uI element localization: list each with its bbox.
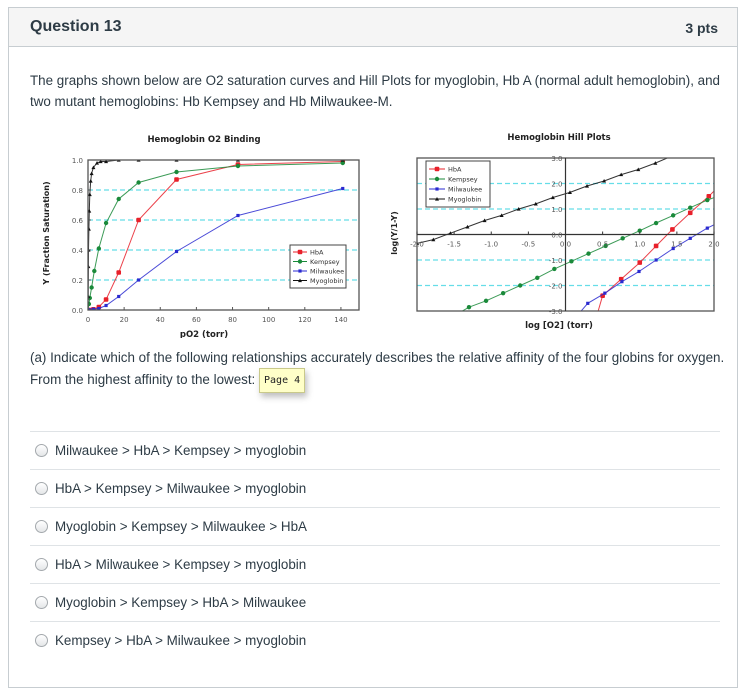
svg-text:-3.0: -3.0 — [548, 308, 563, 316]
svg-text:2.0: 2.0 — [708, 240, 720, 249]
question-points: 3 pts — [685, 20, 718, 36]
svg-text:140: 140 — [334, 316, 348, 324]
radio-button[interactable] — [35, 558, 48, 571]
answer-label: Milwaukee > HbA > Kempsey > myoglobin — [55, 443, 307, 458]
svg-text:0.2: 0.2 — [71, 277, 83, 285]
svg-text:100: 100 — [261, 316, 276, 324]
question-card — [8, 7, 738, 688]
svg-text:Milwaukee: Milwaukee — [310, 267, 345, 276]
answer-label: Myoglobin > Kempsey > Milwaukee > HbA — [55, 519, 307, 534]
part-a-text: (a) Indicate which of the following relationships accurately describes the relative affinity of the four globins for oxygen. From the highest affinity to the lowest: — [30, 350, 725, 387]
radio-button[interactable] — [35, 520, 48, 533]
svg-text:0.0: 0.0 — [71, 307, 83, 315]
svg-text:1.0: 1.0 — [551, 206, 563, 214]
radio-button[interactable] — [35, 596, 48, 609]
svg-text:1.5: 1.5 — [671, 240, 683, 249]
svg-text:80: 80 — [228, 316, 237, 324]
answer-label: Kempsey > HbA > Milwaukee > myoglobin — [55, 633, 307, 648]
question-header — [9, 8, 737, 47]
question-title: Question 13 — [30, 18, 122, 35]
svg-text:0.5: 0.5 — [597, 240, 609, 249]
answer-option[interactable] — [30, 621, 720, 659]
svg-text:20: 20 — [119, 316, 129, 324]
svg-text:60: 60 — [191, 316, 201, 324]
svg-text:Myoglobin: Myoglobin — [448, 195, 482, 204]
question-intro: The graphs shown below are O2 saturation curves and Hill Plots for myoglobin, Hb A (normal adult hemoglobin), and two mutant hemoglobins: Hb Kempsey and Hb Milwaukee-M. — [30, 73, 720, 109]
svg-text:-2.0: -2.0 — [548, 282, 563, 291]
answer-option[interactable] — [30, 583, 720, 621]
svg-text:0.6: 0.6 — [71, 217, 83, 225]
hill-plot-chart — [379, 123, 739, 338]
page-tooltip: Page 4 — [259, 368, 305, 393]
svg-text:Myoglobin: Myoglobin — [310, 277, 344, 285]
svg-text:HbA: HbA — [448, 165, 462, 174]
svg-text:Kempsey: Kempsey — [448, 175, 478, 184]
svg-text:1.0: 1.0 — [71, 157, 83, 165]
chart-title: Hemoglobin O2 Binding — [147, 135, 261, 145]
svg-text:3.0: 3.0 — [551, 155, 563, 163]
x-axis-label: log [O2] (torr) — [525, 321, 593, 331]
answer-option[interactable] — [30, 469, 720, 507]
svg-text:0.4: 0.4 — [71, 247, 83, 255]
y-axis-label: Y (Fraction Saturation) — [42, 181, 51, 285]
svg-text:-1.0: -1.0 — [484, 240, 499, 249]
radio-button[interactable] — [35, 444, 48, 457]
chart-legend — [290, 245, 346, 288]
svg-text:0.0: 0.0 — [559, 240, 572, 249]
part-a-prompt — [30, 347, 735, 393]
svg-text:0.8: 0.8 — [71, 187, 83, 195]
svg-text:40: 40 — [155, 316, 165, 324]
y-axis-label: log(Y/1-Y) — [390, 211, 399, 255]
svg-text:Kempsey: Kempsey — [310, 258, 340, 266]
o2-binding-chart — [19, 123, 379, 338]
answer-label: HbA > Milwaukee > Kempsey > myoglobin — [55, 557, 307, 572]
svg-text:-1.0: -1.0 — [548, 257, 563, 265]
answer-option[interactable] — [30, 507, 720, 545]
radio-button[interactable] — [35, 482, 48, 495]
svg-text:-1.5: -1.5 — [447, 240, 461, 249]
x-axis-label: pO2 (torr) — [179, 330, 229, 338]
svg-text:2.0: 2.0 — [551, 180, 563, 189]
answer-label: HbA > Kempsey > Milwaukee > myoglobin — [55, 481, 307, 496]
svg-text:-2.0: -2.0 — [410, 240, 424, 249]
radio-button[interactable] — [35, 634, 48, 647]
svg-text:HbA: HbA — [310, 248, 324, 257]
svg-text:-0.5: -0.5 — [521, 240, 536, 249]
charts-figure — [9, 123, 739, 338]
svg-text:0: 0 — [85, 316, 91, 324]
answer-option[interactable] — [30, 431, 720, 469]
svg-text:Milwaukee: Milwaukee — [448, 185, 483, 194]
svg-text:120: 120 — [298, 316, 312, 324]
svg-text:0.0: 0.0 — [551, 231, 563, 240]
answer-label: Myoglobin > Kempsey > HbA > Milwaukee — [55, 595, 307, 610]
svg-text:1.0: 1.0 — [634, 240, 646, 249]
chart-legend — [426, 161, 490, 207]
chart-title: Hemoglobin Hill Plots — [507, 133, 611, 143]
answer-list — [30, 431, 720, 659]
answer-option[interactable] — [30, 545, 720, 583]
